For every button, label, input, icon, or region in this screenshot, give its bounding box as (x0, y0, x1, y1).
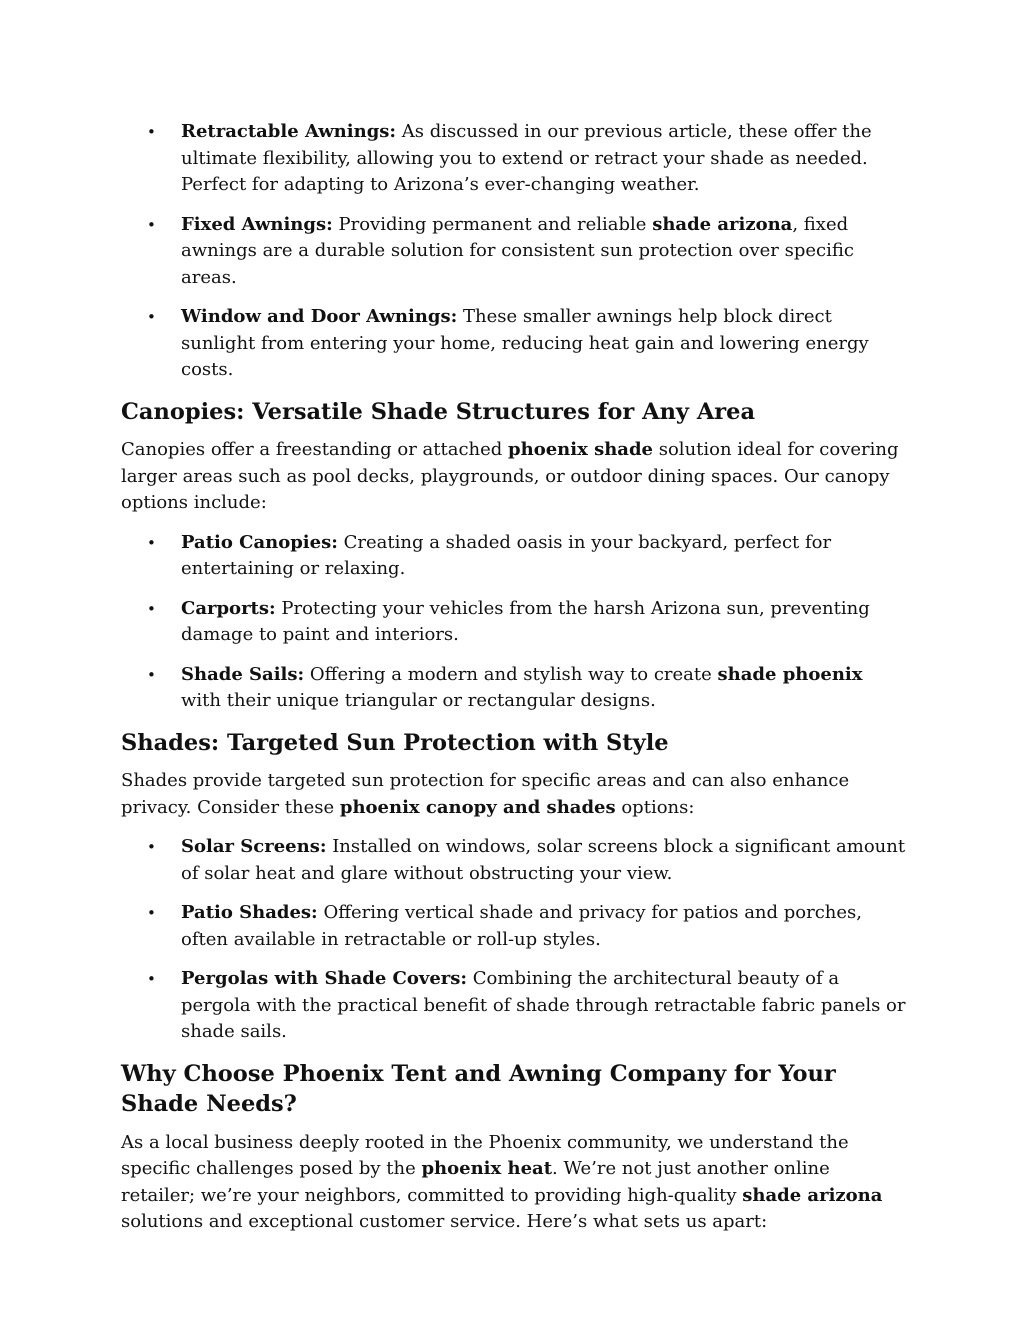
intro-text: options: (615, 796, 695, 818)
list-item (121, 596, 906, 649)
list-item (121, 119, 906, 199)
awning-types-list (121, 119, 906, 384)
item-text: Creating a shaded oasis in your backyard, perfect for entertaining or relaxing. (181, 531, 832, 579)
shades-intro (121, 768, 906, 821)
item-lead: Window and Door Awnings: (181, 306, 458, 327)
list-item (121, 662, 906, 715)
item-lead: Fixed Awnings: (181, 213, 333, 235)
paragraph-text: solutions and exceptional customer service. Here’s what sets us apart: (121, 1211, 768, 1232)
item-text: As discussed in our previous article, these offer the ultimate flexibility, allowing you to extend or retract your shade as needed. Perfect for adapting to Arizona’s ever-changing weather. (181, 121, 872, 195)
canopies-intro (121, 437, 906, 517)
canopies-heading: Canopies: Versatile Shade Structures for Any Area (121, 398, 756, 425)
item-lead: Patio Shades: (181, 902, 318, 923)
paragraph-text: As a local business deeply rooted in the Phoenix community, we understand the specific challenges posed by the (121, 1131, 849, 1179)
item-lead: Retractable Awnings: (181, 121, 397, 142)
item-text: These smaller awnings help block direct sunlight from entering your home, reducing heat gain and lowering energy costs. (181, 306, 869, 380)
list-item (121, 304, 906, 384)
list-item (121, 530, 906, 583)
item-text: with their unique triangular or rectangular designs. (181, 690, 656, 711)
intro-text: solution ideal for covering larger areas such as pool decks, playgrounds, or outdoor dining spaces. Our canopy options include: (121, 439, 899, 513)
item-lead: Pergolas with Shade Covers: (181, 968, 468, 989)
item-lead: Solar Screens: (181, 836, 327, 857)
keyword-bold: shade arizona (652, 213, 793, 235)
item-lead: Carports: (181, 597, 276, 619)
keyword-bold: phoenix canopy and shades (339, 796, 616, 818)
canopy-options-list (121, 530, 906, 715)
list-item (121, 966, 906, 1046)
paragraph-text: . We’re not just another online retailer; we’re your neighbors, committed to providing high-quality (121, 1158, 830, 1206)
item-text: Offering vertical shade and privacy for patios and porches, often available in retractable or roll-up styles. (181, 902, 863, 950)
item-lead: Shade Sails: (181, 663, 305, 685)
list-item (121, 212, 906, 292)
item-text: Combining the architectural beauty of a pergola with the practical benefit of shade through retractable fabric panels or shade sails. (181, 968, 906, 1042)
keyword-bold: shade phoenix (717, 663, 863, 685)
keyword-bold: phoenix shade (508, 439, 654, 460)
list-item (121, 834, 906, 887)
why-choose-heading: Why Choose Phoenix Tent and Awning Company for Your Shade Needs? (121, 1060, 836, 1117)
item-lead: Patio Canopies: (181, 531, 338, 553)
item-text: , fixed awnings are a durable solution for consistent sun protection over specific areas. (181, 213, 854, 288)
item-text: Offering a modern and stylish way to create (304, 663, 718, 685)
item-text: Protecting your vehicles from the harsh Arizona sun, preventing damage to paint and interiors. (181, 597, 870, 645)
list-item (121, 900, 906, 953)
shades-heading: Shades: Targeted Sun Protection with Style (121, 729, 669, 756)
item-text: Installed on windows, solar screens block a significant amount of solar heat and glare without obstructing your view. (181, 836, 906, 884)
intro-text: Canopies offer a freestanding or attached (121, 439, 509, 460)
document-content (121, 119, 906, 1236)
why-choose-paragraph (121, 1130, 906, 1236)
shade-options-list (121, 834, 906, 1046)
keyword-bold: phoenix heat (421, 1158, 553, 1179)
item-text: Providing permanent and reliable (332, 213, 653, 235)
keyword-bold: shade arizona (742, 1184, 883, 1206)
intro-text: Shades provide targeted sun protection for specific areas and can also enhance privacy. Consider these (121, 770, 850, 818)
